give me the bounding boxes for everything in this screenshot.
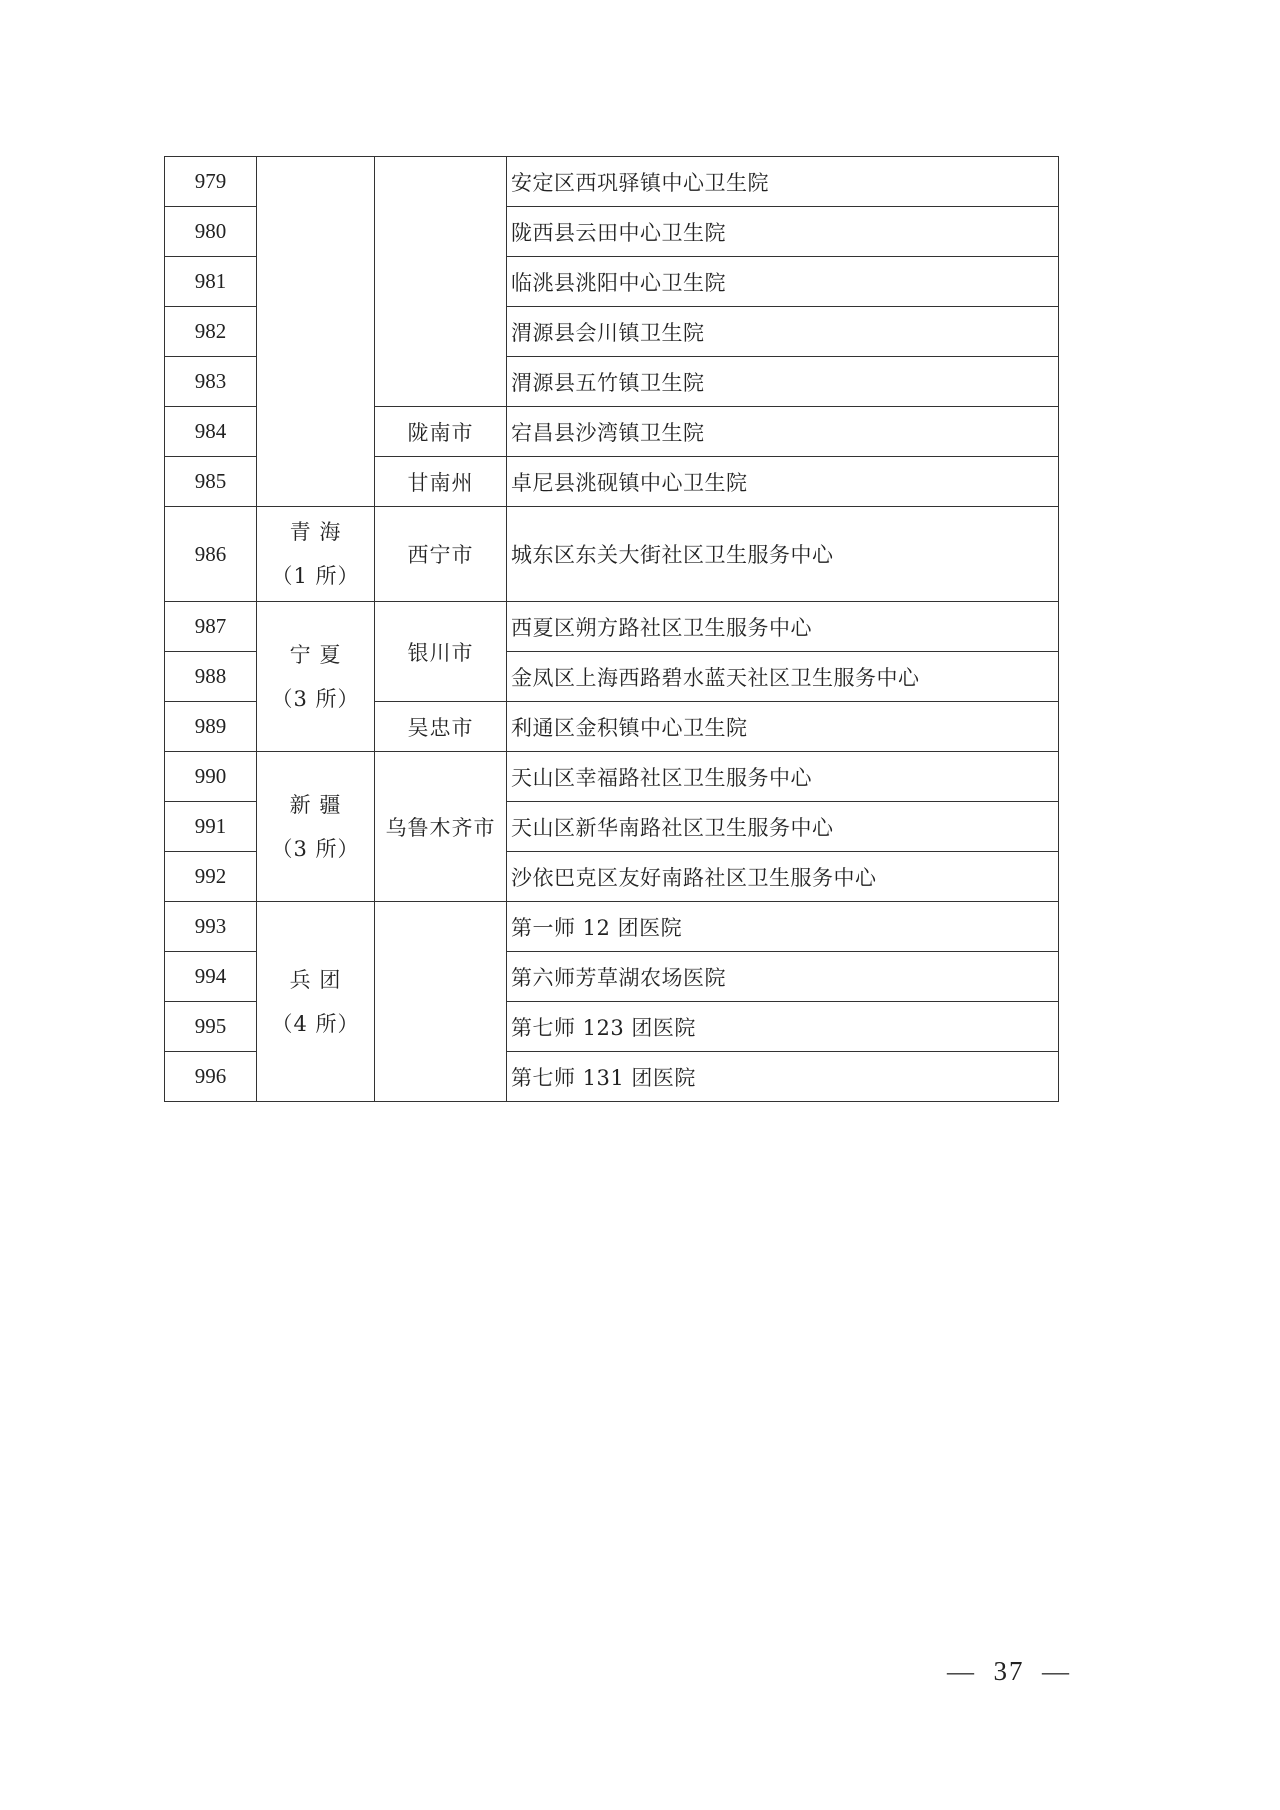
- page-dash-left: —: [947, 1656, 976, 1686]
- row-number: 995: [165, 1002, 257, 1052]
- row-number: 985: [165, 457, 257, 507]
- page-number-value: 37: [993, 1656, 1025, 1686]
- facility-name: 利通区金积镇中心卫生院: [507, 702, 1059, 752]
- province-count: （1 所）: [271, 564, 360, 588]
- province-count: （4 所）: [271, 1011, 360, 1036]
- facility-name: 第七师 131 团医院: [507, 1052, 1059, 1102]
- facility-name: 临洮县洮阳中心卫生院: [507, 257, 1059, 307]
- province-cell: [257, 602, 375, 752]
- city-cell-empty: [375, 902, 507, 1102]
- facility-table: [164, 156, 1059, 1102]
- facility-name: 安定区西巩驿镇中心卫生院: [507, 157, 1059, 207]
- row-number: 991: [165, 802, 257, 852]
- row-number: 993: [165, 902, 257, 952]
- row-number: 984: [165, 407, 257, 457]
- row-number: 994: [165, 952, 257, 1002]
- row-number: 996: [165, 1052, 257, 1102]
- row-number: 992: [165, 852, 257, 902]
- table-row: [165, 752, 1059, 802]
- city-cell: 西宁市: [375, 507, 507, 602]
- province-name: 兵 团: [289, 967, 342, 992]
- facility-name: 卓尼县洮砚镇中心卫生院: [507, 457, 1059, 507]
- city-cell: 吴忠市: [375, 702, 507, 752]
- province-count: （3 所）: [271, 836, 360, 861]
- row-number: 982: [165, 307, 257, 357]
- city-cell: 银川市: [375, 602, 507, 702]
- facility-name: 天山区新华南路社区卫生服务中心: [507, 802, 1059, 852]
- province-cell: [257, 752, 375, 902]
- row-number: 989: [165, 702, 257, 752]
- facility-name: 渭源县五竹镇卫生院: [507, 357, 1059, 407]
- table-row: [165, 902, 1059, 952]
- facility-name: 第七师 123 团医院: [507, 1002, 1059, 1052]
- table-row: [165, 602, 1059, 652]
- facility-name: 沙依巴克区友好南路社区卫生服务中心: [507, 852, 1059, 902]
- table-row: [165, 157, 1059, 207]
- city-cell-empty: [375, 157, 507, 407]
- page-dash-right: —: [1042, 1656, 1071, 1686]
- row-number: 980: [165, 207, 257, 257]
- city-cell: 陇南市: [375, 407, 507, 457]
- facility-name: 宕昌县沙湾镇卫生院: [507, 407, 1059, 457]
- row-number: 986: [165, 507, 257, 602]
- facility-name: 第一师 12 团医院: [507, 902, 1059, 952]
- table-row: [165, 507, 1059, 602]
- facility-name: 金凤区上海西路碧水蓝天社区卫生服务中心: [507, 652, 1059, 702]
- facility-name: 渭源县会川镇卫生院: [507, 307, 1059, 357]
- province-cell-empty: [257, 157, 375, 507]
- row-number: 983: [165, 357, 257, 407]
- facility-name: 城东区东关大街社区卫生服务中心: [507, 507, 1059, 602]
- page-number: [944, 1656, 1074, 1687]
- row-number: 987: [165, 602, 257, 652]
- row-number: 981: [165, 257, 257, 307]
- facility-name: 陇西县云田中心卫生院: [507, 207, 1059, 257]
- facility-name: 西夏区朔方路社区卫生服务中心: [507, 602, 1059, 652]
- facility-name: 天山区幸福路社区卫生服务中心: [507, 752, 1059, 802]
- row-number: 979: [165, 157, 257, 207]
- row-number: 988: [165, 652, 257, 702]
- province-name: 青 海: [289, 520, 342, 544]
- province-name: 新 疆: [289, 792, 342, 817]
- row-number: 990: [165, 752, 257, 802]
- province-cell: [257, 902, 375, 1102]
- province-count: （3 所）: [271, 686, 360, 711]
- facility-name: 第六师芳草湖农场医院: [507, 952, 1059, 1002]
- province-cell: [257, 507, 375, 602]
- city-cell: 乌鲁木齐市: [375, 752, 507, 902]
- city-cell: 甘南州: [375, 457, 507, 507]
- province-name: 宁 夏: [289, 642, 342, 667]
